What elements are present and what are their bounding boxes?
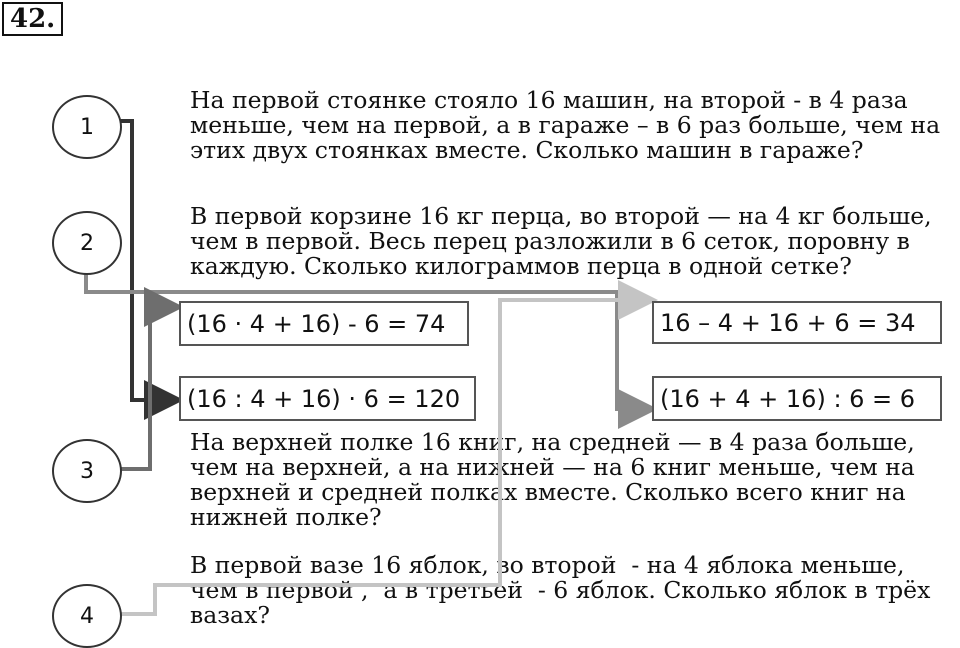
expression-box-2: 16 – 4 + 16 + 6 = 34	[652, 301, 942, 344]
exercise-number: 42.	[2, 2, 63, 36]
problem-4-text: В первой вазе 16 яблок, во второй - на 4 яблока меньше, чем в первой , а в третьей - 6 яблок. Сколько яблок в трёх вазах?	[190, 551, 931, 629]
circle-1: 1	[52, 95, 122, 159]
connector-line-4	[120, 300, 650, 614]
problem-1-text: На первой стоянке стояло 16 машин, на второй - в 4 раза меньше, чем на первой, а в гараже – в 6 раз больше, чем на этих двух стоянках вместе. Сколько машин в гараже?	[190, 86, 941, 164]
connector-line-3	[120, 307, 176, 469]
circle-4: 4	[52, 584, 122, 648]
expression-box-3: (16 : 4 + 16) · 6 = 120	[179, 376, 476, 421]
problem-2-text: В первой корзине 16 кг перца, во второй — на 4 кг больше, чем в первой. Весь перец разложили в 6 сеток, поровну в каждую. Сколько килограммов перца в одной сетке?	[190, 202, 932, 280]
expression-box-4: (16 + 4 + 16) : 6 = 6	[652, 376, 942, 421]
circle-3: 3	[52, 439, 122, 503]
expression-box-1: (16 · 4 + 16) - 6 = 74	[179, 301, 469, 346]
problem-3-text: На верхней полке 16 книг, на средней — в 4 раза больше, чем на верхней, а на нижней — на 6 книг меньше, чем на верхней и средней полках вместе. Сколько всего книг на нижней полке?	[190, 428, 915, 531]
circle-2: 2	[52, 211, 122, 275]
